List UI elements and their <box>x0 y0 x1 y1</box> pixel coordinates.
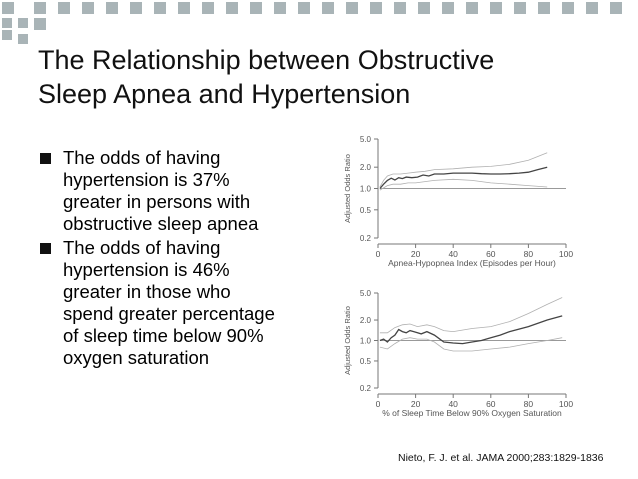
bullet-text: hypertension is 37% <box>63 169 230 190</box>
decorative-square <box>2 30 12 40</box>
citation: Nieto, F. J. et al. JAMA 2000;283:1829-1836 <box>398 452 604 464</box>
decorative-square <box>442 2 454 14</box>
title-line: Sleep Apnea and Hypertension <box>38 79 411 109</box>
square-bullet-icon <box>40 243 51 254</box>
decorative-square <box>34 18 44 28</box>
y-tick-label: 0.2 <box>359 384 371 393</box>
bullet-text: oxygen saturation <box>63 347 210 368</box>
slide-title <box>38 43 628 111</box>
x-tick-label: 100 <box>558 399 574 409</box>
decorative-square <box>202 2 214 14</box>
decorative-squares <box>0 0 638 45</box>
x-tick-label: 20 <box>410 249 421 259</box>
bullet-text: hypertension is 46% <box>63 259 230 280</box>
decorative-square <box>322 2 334 14</box>
square-bullet-icon <box>40 153 51 164</box>
y-axis-label: Adjusted Odds Ratio <box>343 154 352 223</box>
decorative-square <box>346 2 358 14</box>
y-tick-label: 0.5 <box>359 205 371 215</box>
y-tick-label: 0.5 <box>359 356 371 366</box>
x-tick-label: 60 <box>486 399 496 409</box>
decorative-square <box>490 2 502 14</box>
decorative-square <box>130 2 142 14</box>
x-tick-label: 0 <box>375 249 381 259</box>
x-tick-label: 40 <box>448 399 458 409</box>
y-tick-label: 2.0 <box>359 316 371 326</box>
decorative-square <box>154 2 166 14</box>
decorative-square <box>250 2 262 14</box>
bullet-text: spend greater percentage <box>63 303 275 324</box>
decorative-square <box>178 2 190 14</box>
decorative-square <box>394 2 406 14</box>
x-tick-label: 60 <box>486 249 496 259</box>
series-line-ci-upper <box>380 153 547 187</box>
bullet-text: greater in those who <box>63 281 231 302</box>
x-tick-label: 0 <box>375 399 381 409</box>
decorative-square <box>586 2 598 14</box>
decorative-square <box>2 2 14 14</box>
decorative-square <box>274 2 286 14</box>
y-tick-label: 5.0 <box>359 135 371 144</box>
decorative-square <box>34 2 46 14</box>
decorative-square <box>2 18 12 28</box>
series-line-ci-upper <box>380 298 562 333</box>
y-tick-label: 1.0 <box>359 336 371 346</box>
decorative-square <box>58 2 70 14</box>
bullet-text: The odds of having <box>63 237 221 258</box>
chart-oxygen-saturation <box>330 283 580 418</box>
series-line-estimate <box>380 316 562 344</box>
x-axis-label: % of Sleep Time Below 90% Oxygen Saturation <box>382 408 562 418</box>
bullet-item <box>38 237 328 369</box>
decorative-square <box>18 34 28 44</box>
bullet-text: of sleep time below 90% <box>63 325 264 346</box>
chart-svg <box>330 125 580 275</box>
y-tick-label: 5.0 <box>359 289 371 298</box>
y-tick-label: 2.0 <box>359 163 371 173</box>
series-line-ci-lower <box>380 338 562 351</box>
bullet-list <box>38 147 328 371</box>
bullet-text: greater in persons with <box>63 191 251 212</box>
decorative-square <box>18 18 28 28</box>
chart-apnea-hypopnea-index <box>330 125 580 275</box>
title-line: The Relationship between Obstructive <box>38 45 495 75</box>
decorative-square <box>562 2 574 14</box>
bullet-item <box>38 147 328 235</box>
x-axis-label: Apnea-Hypopnea Index (Episodes per Hour) <box>388 258 556 268</box>
bullet-text: The odds of having <box>63 147 221 168</box>
decorative-square <box>226 2 238 14</box>
x-tick-label: 40 <box>448 249 458 259</box>
y-tick-label: 0.2 <box>359 234 371 243</box>
y-tick-label: 1.0 <box>359 184 371 194</box>
decorative-square <box>370 2 382 14</box>
decorative-square <box>538 2 550 14</box>
x-tick-label: 20 <box>410 399 421 409</box>
decorative-square <box>106 2 118 14</box>
decorative-square <box>466 2 478 14</box>
decorative-square <box>418 2 430 14</box>
decorative-square <box>298 2 310 14</box>
x-tick-label: 100 <box>558 249 574 259</box>
bullet-text: obstructive sleep apnea <box>63 213 259 234</box>
x-tick-label: 80 <box>523 399 534 409</box>
decorative-square <box>82 2 94 14</box>
chart-svg <box>330 283 580 418</box>
y-axis-label: Adjusted Odds Ratio <box>343 306 352 375</box>
decorative-square <box>610 2 622 14</box>
decorative-square <box>514 2 526 14</box>
x-tick-label: 80 <box>523 249 534 259</box>
